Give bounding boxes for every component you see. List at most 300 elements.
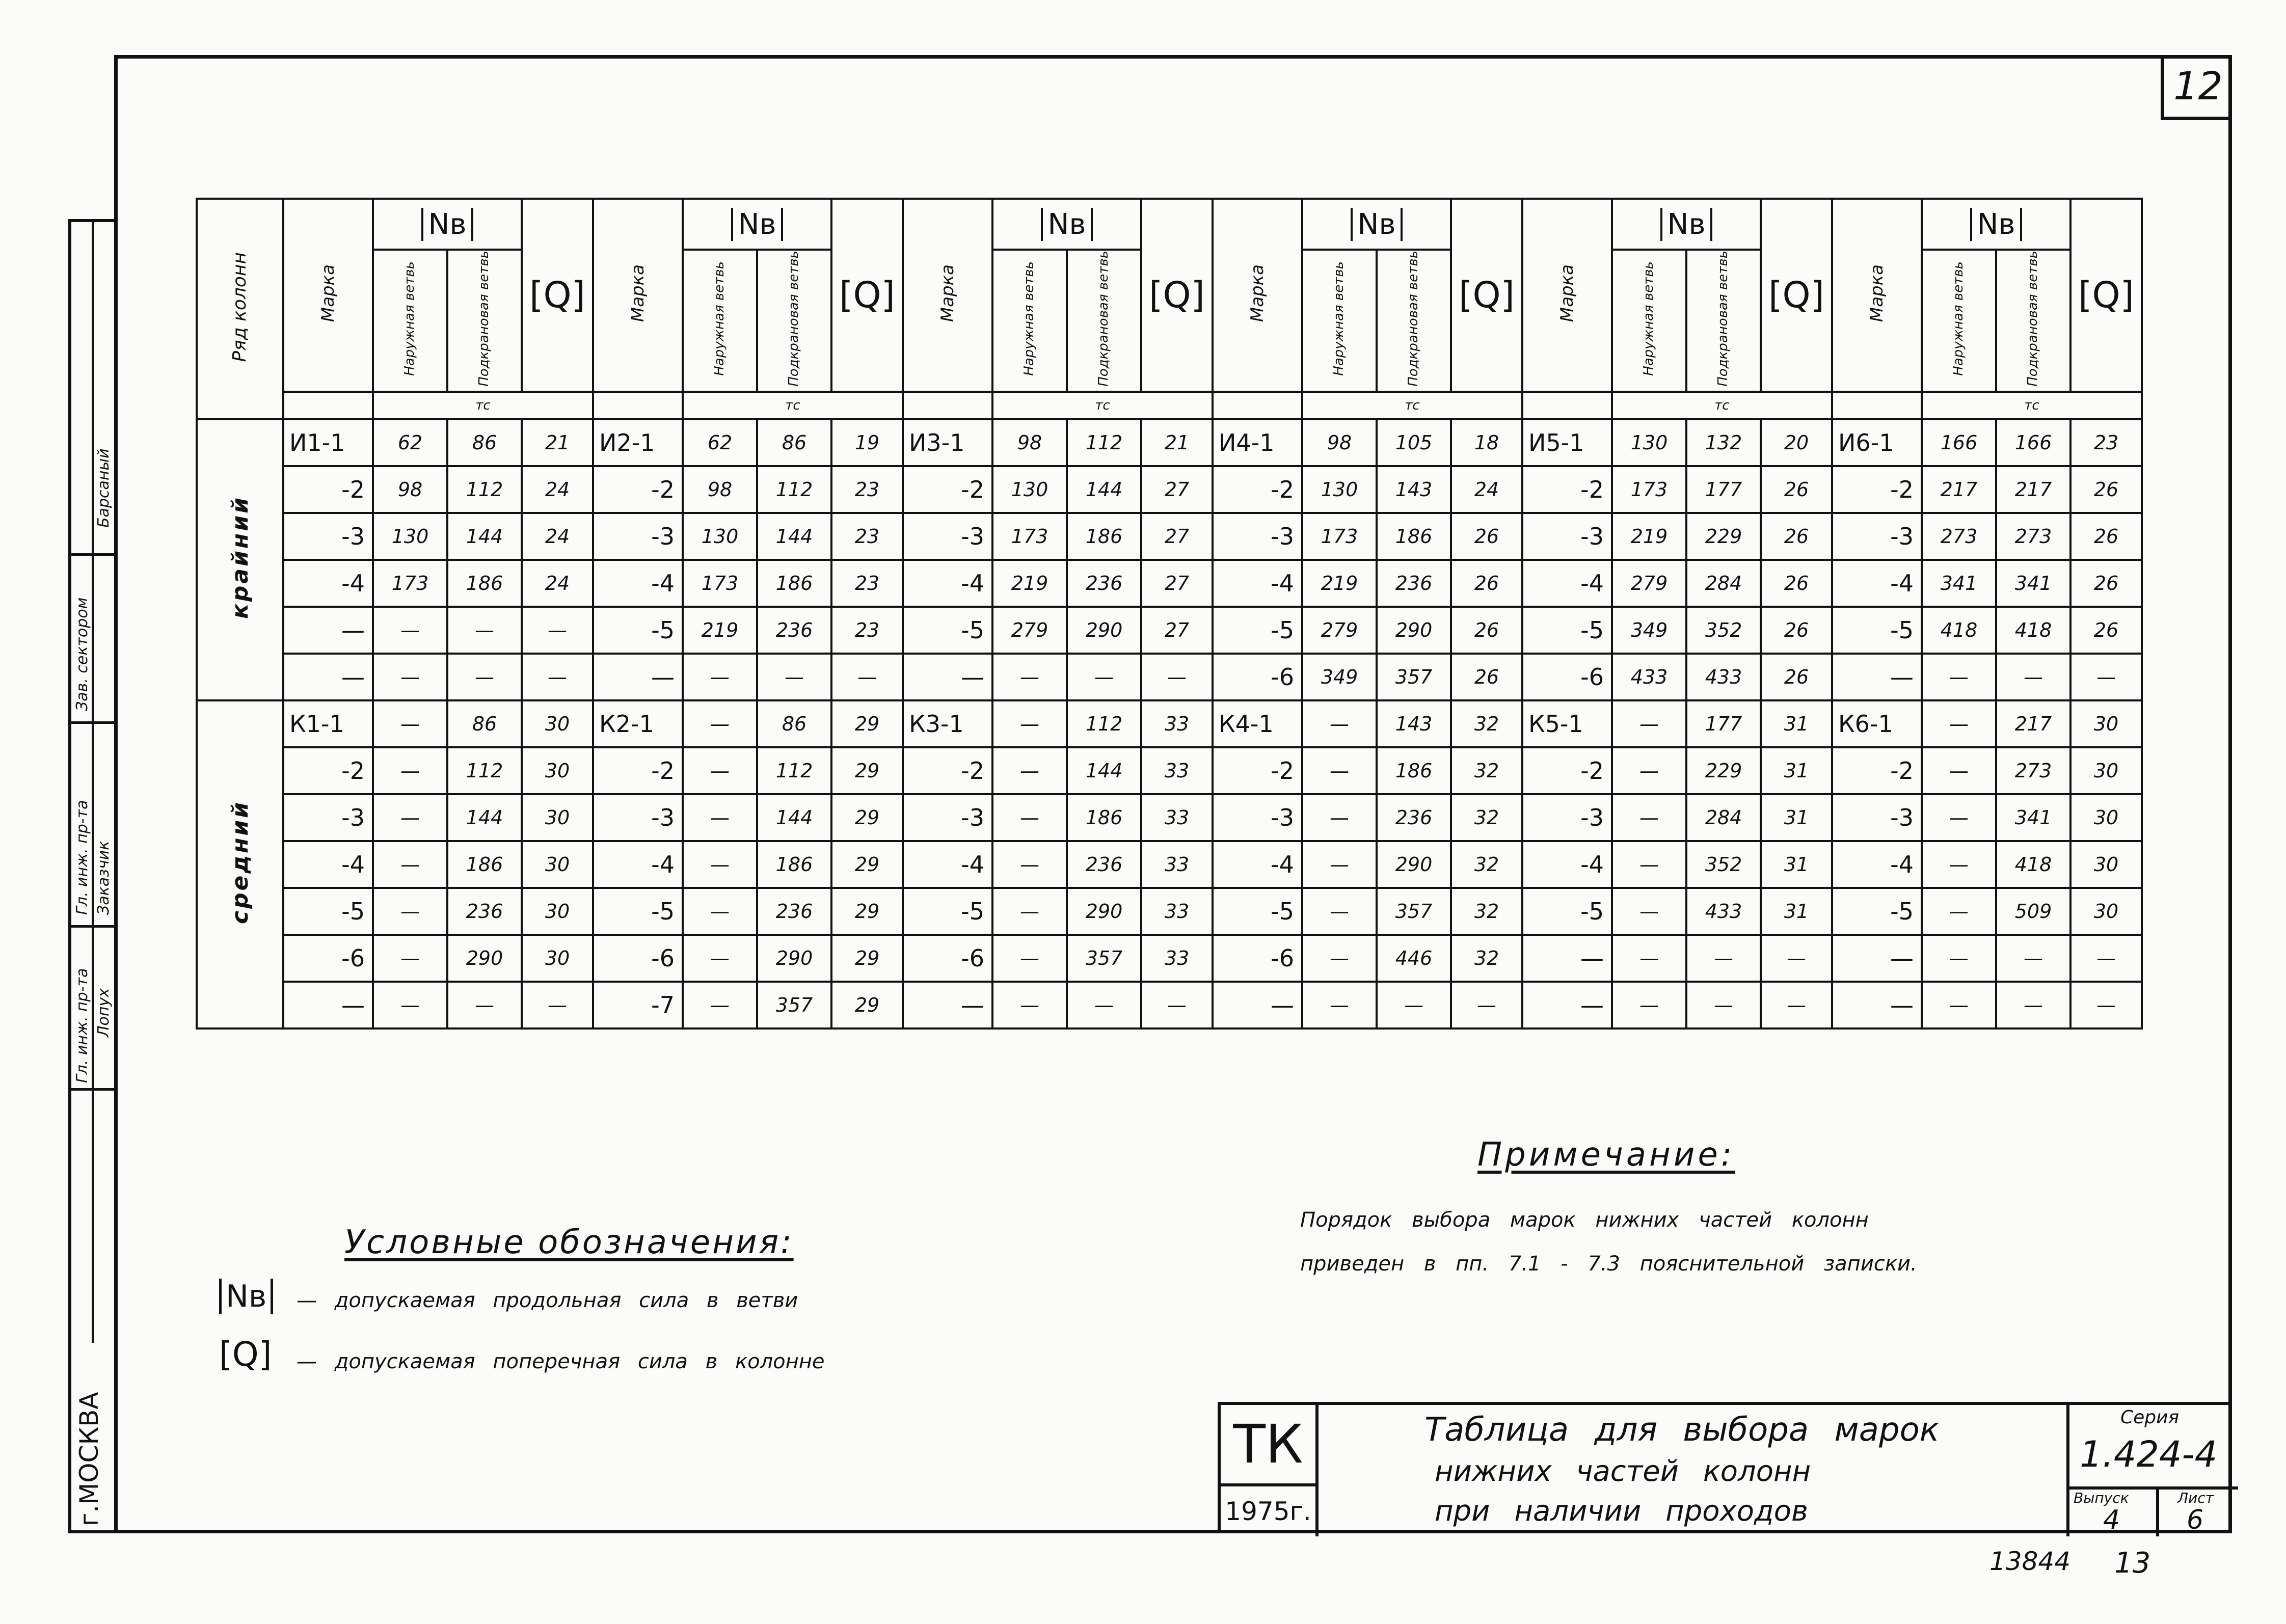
- value-cell: 130: [683, 513, 757, 560]
- sheet-number-box: [2161, 55, 2232, 120]
- value-cell: 23: [831, 560, 903, 607]
- value-cell: 26: [1761, 654, 1832, 700]
- value-cell: —: [1141, 982, 1213, 1028]
- header-mark: Марка: [1832, 199, 1922, 392]
- mark-cell: -5: [1213, 888, 1302, 935]
- header-outer-branch: Наружная ветвь: [1922, 250, 1996, 392]
- mark-cell: -6: [1522, 654, 1612, 700]
- mark-cell: -4: [1832, 560, 1922, 607]
- mark-cell: К5-1: [1522, 700, 1612, 747]
- side-strip: [68, 219, 115, 1533]
- mark-cell: -4: [903, 841, 992, 888]
- value-cell: 284: [1686, 560, 1761, 607]
- value-cell: 86: [447, 419, 522, 466]
- value-cell: 26: [2070, 607, 2142, 654]
- value-cell: 32: [1451, 794, 1522, 841]
- header-unit: тс: [373, 392, 593, 419]
- mark-cell: К2-1: [593, 700, 683, 747]
- value-cell: 24: [522, 560, 593, 607]
- legend-text-n: — допускаемая продольная сила в ветви: [297, 1289, 798, 1312]
- header-unit-spacer: [283, 392, 373, 419]
- value-cell: 112: [447, 466, 522, 513]
- value-cell: 24: [1451, 466, 1522, 513]
- note-title: Примечание:: [1477, 1136, 1735, 1174]
- value-cell: —: [373, 747, 447, 794]
- mark-cell: -4: [283, 560, 373, 607]
- header-crane-branch: Подкрановая ветвь: [1686, 250, 1761, 392]
- value-cell: 29: [831, 747, 903, 794]
- header-unit: тс: [1302, 392, 1522, 419]
- mark-cell: -4: [1522, 560, 1612, 607]
- mark-cell: И4-1: [1213, 419, 1302, 466]
- value-cell: 177: [1686, 466, 1761, 513]
- mark-cell: -5: [593, 888, 683, 935]
- value-cell: 86: [447, 700, 522, 747]
- header-outer-branch: Наружная ветвь: [683, 250, 757, 392]
- value-cell: 219: [1302, 560, 1377, 607]
- legend-text-q: — допускаемая поперечная сила в колонне: [297, 1350, 825, 1373]
- title-line-2: нижних частей колонн: [1435, 1455, 1811, 1488]
- value-cell: —: [1922, 654, 1996, 700]
- header-n: Nв: [373, 199, 522, 250]
- value-cell: 144: [1067, 466, 1141, 513]
- value-cell: 433: [1686, 654, 1761, 700]
- value-cell: —: [1067, 982, 1141, 1028]
- mark-cell: -2: [1832, 466, 1922, 513]
- header-crane-branch: Подкрановая ветвь: [757, 250, 831, 392]
- value-cell: 236: [1067, 841, 1141, 888]
- value-cell: —: [1922, 935, 1996, 982]
- header-q: [Q]: [1141, 199, 1213, 392]
- mark-cell: -4: [283, 841, 373, 888]
- legend-symbol-q: [Q]: [219, 1335, 272, 1374]
- mark-cell: -2: [1522, 466, 1612, 513]
- legend-symbol-n: Nв: [219, 1279, 273, 1314]
- value-cell: 26: [2070, 560, 2142, 607]
- value-cell: 31: [1761, 794, 1832, 841]
- value-cell: —: [2070, 654, 2142, 700]
- value-cell: —: [522, 982, 593, 1028]
- value-cell: 166: [1996, 419, 2070, 466]
- header-unit: тс: [992, 392, 1213, 419]
- value-cell: 349: [1612, 607, 1686, 654]
- value-cell: 290: [447, 935, 522, 982]
- value-cell: —: [683, 700, 757, 747]
- header-outer-branch: Наружная ветвь: [1302, 250, 1377, 392]
- value-cell: 112: [1067, 700, 1141, 747]
- value-cell: 33: [1141, 700, 1213, 747]
- mark-cell: -2: [903, 747, 992, 794]
- value-cell: 23: [2070, 419, 2142, 466]
- mark-cell: -4: [1213, 841, 1302, 888]
- value-cell: —: [1302, 935, 1377, 982]
- value-cell: 357: [1377, 888, 1451, 935]
- mark-cell: -4: [903, 560, 992, 607]
- table-row: [197, 747, 2142, 794]
- mark-cell: —: [1832, 982, 1922, 1028]
- value-cell: 284: [1686, 794, 1761, 841]
- table-row: [197, 466, 2142, 513]
- table-body: [197, 419, 2142, 1028]
- value-cell: —: [1302, 700, 1377, 747]
- header-q: [Q]: [831, 199, 903, 392]
- value-cell: 144: [447, 794, 522, 841]
- value-cell: —: [1686, 982, 1761, 1028]
- header-crane-branch: Подкрановая ветвь: [1996, 250, 2070, 392]
- mark-cell: —: [1213, 982, 1302, 1028]
- value-cell: 29: [831, 794, 903, 841]
- table-row: [197, 841, 2142, 888]
- value-cell: —: [522, 607, 593, 654]
- value-cell: —: [1922, 700, 1996, 747]
- table-row: [197, 560, 2142, 607]
- header-n: Nв: [1922, 199, 2070, 250]
- value-cell: 279: [992, 607, 1067, 654]
- value-cell: —: [992, 982, 1067, 1028]
- strip-label-5: Гл. инж. пр-та: [73, 800, 91, 915]
- value-cell: 279: [1612, 560, 1686, 607]
- value-cell: 173: [683, 560, 757, 607]
- value-cell: 279: [1302, 607, 1377, 654]
- value-cell: 112: [447, 747, 522, 794]
- value-cell: 62: [683, 419, 757, 466]
- value-cell: 29: [831, 841, 903, 888]
- value-cell: —: [683, 888, 757, 935]
- value-cell: 98: [373, 466, 447, 513]
- value-cell: 130: [1302, 466, 1377, 513]
- value-cell: 446: [1377, 935, 1451, 982]
- value-cell: 186: [757, 841, 831, 888]
- row-group-label: средний: [197, 700, 283, 1028]
- value-cell: 32: [1451, 700, 1522, 747]
- value-cell: —: [992, 794, 1067, 841]
- value-cell: —: [683, 935, 757, 982]
- value-cell: 33: [1141, 747, 1213, 794]
- value-cell: 186: [447, 841, 522, 888]
- series-value: 1.424-4: [2080, 1433, 2218, 1475]
- value-cell: —: [992, 841, 1067, 888]
- value-cell: 33: [1141, 794, 1213, 841]
- value-cell: 26: [1451, 560, 1522, 607]
- value-cell: 219: [992, 560, 1067, 607]
- value-cell: 236: [1067, 560, 1141, 607]
- value-cell: 30: [522, 747, 593, 794]
- header-mark: Марка: [593, 199, 683, 392]
- header-outer-branch: Наружная ветвь: [373, 250, 447, 392]
- value-cell: 26: [1451, 607, 1522, 654]
- header-mark: Марка: [903, 199, 992, 392]
- value-cell: 29: [831, 888, 903, 935]
- mark-cell: И1-1: [283, 419, 373, 466]
- value-cell: —: [683, 794, 757, 841]
- column-selection-table: [196, 198, 2143, 1030]
- mark-cell: -7: [593, 982, 683, 1028]
- value-cell: 29: [831, 700, 903, 747]
- issue-value: 4: [2103, 1505, 2120, 1535]
- value-cell: 27: [1141, 560, 1213, 607]
- value-cell: 236: [757, 888, 831, 935]
- table-row: [197, 513, 2142, 560]
- value-cell: —: [373, 982, 447, 1028]
- value-cell: —: [1612, 841, 1686, 888]
- value-cell: —: [1377, 982, 1451, 1028]
- title-line-1: Таблица для выбора марок: [1424, 1411, 1940, 1449]
- value-cell: —: [992, 888, 1067, 935]
- value-cell: 290: [1067, 888, 1141, 935]
- value-cell: 32: [1451, 747, 1522, 794]
- header-crane-branch: Подкрановая ветвь: [1067, 250, 1141, 392]
- value-cell: 112: [1067, 419, 1141, 466]
- mark-cell: -2: [283, 747, 373, 794]
- sheet-value: 6: [2187, 1505, 2204, 1535]
- value-cell: —: [1922, 747, 1996, 794]
- value-cell: 433: [1686, 888, 1761, 935]
- value-cell: 31: [1761, 841, 1832, 888]
- value-cell: 236: [1377, 794, 1451, 841]
- value-cell: —: [1302, 841, 1377, 888]
- mark-cell: -5: [1832, 888, 1922, 935]
- value-cell: 177: [1686, 700, 1761, 747]
- issue-label: Выпуск: [2074, 1490, 2129, 1506]
- value-cell: 30: [2070, 747, 2142, 794]
- value-cell: 273: [1922, 513, 1996, 560]
- value-cell: 357: [1377, 654, 1451, 700]
- value-cell: —: [1302, 888, 1377, 935]
- header-mark: Марка: [283, 199, 373, 392]
- mark-cell: -3: [1522, 794, 1612, 841]
- value-cell: 418: [1922, 607, 1996, 654]
- strip-label-4: Барсаный: [95, 448, 113, 528]
- strip-label-1: Гл. инж. пр-та: [73, 968, 91, 1083]
- value-cell: 219: [683, 607, 757, 654]
- table-row: [197, 654, 2142, 700]
- archive-page: 13: [2114, 1547, 2151, 1580]
- mark-cell: -4: [1522, 841, 1612, 888]
- note-line-2: приведен в пп. 7.1 - 7.3 пояснительной записки.: [1300, 1252, 1917, 1276]
- table-row: [197, 607, 2142, 654]
- value-cell: 86: [757, 419, 831, 466]
- mark-cell: -2: [283, 466, 373, 513]
- value-cell: —: [992, 747, 1067, 794]
- mark-cell: -3: [283, 794, 373, 841]
- value-cell: 26: [1761, 607, 1832, 654]
- value-cell: 173: [992, 513, 1067, 560]
- title-block-year: 1975г.: [1221, 1486, 1319, 1536]
- value-cell: 219: [1612, 513, 1686, 560]
- value-cell: 509: [1996, 888, 2070, 935]
- header-n: Nв: [1302, 199, 1451, 250]
- value-cell: 229: [1686, 513, 1761, 560]
- value-cell: 273: [1996, 513, 2070, 560]
- value-cell: 33: [1141, 841, 1213, 888]
- value-cell: 173: [1612, 466, 1686, 513]
- value-cell: 30: [522, 794, 593, 841]
- mark-cell: И2-1: [593, 419, 683, 466]
- sheet-label: Лист: [2177, 1490, 2214, 1506]
- value-cell: —: [373, 607, 447, 654]
- value-cell: 273: [1996, 747, 2070, 794]
- mark-cell: -5: [283, 888, 373, 935]
- value-cell: 186: [1067, 794, 1141, 841]
- mark-cell: -5: [1213, 607, 1302, 654]
- value-cell: 20: [1761, 419, 1832, 466]
- value-cell: 98: [683, 466, 757, 513]
- value-cell: 433: [1612, 654, 1686, 700]
- mark-cell: К1-1: [283, 700, 373, 747]
- mark-cell: -3: [1832, 513, 1922, 560]
- title-block: [1218, 1402, 2232, 1533]
- value-cell: 186: [1377, 747, 1451, 794]
- header-mark: Марка: [1213, 199, 1302, 392]
- value-cell: 21: [522, 419, 593, 466]
- value-cell: 105: [1377, 419, 1451, 466]
- table-row: [197, 982, 2142, 1028]
- mark-cell: —: [1522, 982, 1612, 1028]
- value-cell: 217: [1996, 700, 2070, 747]
- mark-cell: -5: [1522, 888, 1612, 935]
- value-cell: —: [1612, 935, 1686, 982]
- value-cell: 33: [1141, 935, 1213, 982]
- value-cell: 30: [522, 841, 593, 888]
- mark-cell: -5: [593, 607, 683, 654]
- value-cell: 144: [757, 513, 831, 560]
- value-cell: 418: [1996, 607, 2070, 654]
- value-cell: 173: [373, 560, 447, 607]
- mark-cell: -3: [593, 794, 683, 841]
- legend-title: Условные обозначения:: [344, 1224, 794, 1261]
- row-group-label: крайний: [197, 419, 283, 700]
- value-cell: 86: [757, 700, 831, 747]
- mark-cell: -2: [1522, 747, 1612, 794]
- value-cell: —: [683, 747, 757, 794]
- value-cell: —: [1141, 654, 1213, 700]
- value-cell: 217: [1922, 466, 1996, 513]
- header-n: Nв: [992, 199, 1141, 250]
- value-cell: 29: [831, 935, 903, 982]
- header-mark: Марка: [1522, 199, 1612, 392]
- value-cell: 32: [1451, 841, 1522, 888]
- value-cell: 144: [757, 794, 831, 841]
- mark-cell: —: [903, 982, 992, 1028]
- value-cell: —: [1612, 982, 1686, 1028]
- value-cell: —: [1996, 935, 2070, 982]
- value-cell: 24: [522, 513, 593, 560]
- value-cell: 33: [1141, 888, 1213, 935]
- mark-cell: -3: [1832, 794, 1922, 841]
- value-cell: —: [1302, 982, 1377, 1028]
- mark-cell: К6-1: [1832, 700, 1922, 747]
- mark-cell: -6: [903, 935, 992, 982]
- mark-cell: -3: [1213, 794, 1302, 841]
- header-row-group: Ряд колонн: [197, 199, 283, 419]
- header-q: [Q]: [2070, 199, 2142, 392]
- value-cell: 217: [1996, 466, 2070, 513]
- value-cell: —: [373, 700, 447, 747]
- mark-cell: -3: [903, 794, 992, 841]
- table-row: [197, 935, 2142, 982]
- sheet-number: 12: [2173, 63, 2223, 109]
- mark-cell: -5: [903, 888, 992, 935]
- value-cell: 24: [522, 466, 593, 513]
- value-cell: —: [1996, 654, 2070, 700]
- mark-cell: -6: [1213, 935, 1302, 982]
- mark-cell: И5-1: [1522, 419, 1612, 466]
- value-cell: 30: [2070, 841, 2142, 888]
- value-cell: 186: [447, 560, 522, 607]
- value-cell: 30: [2070, 794, 2142, 841]
- value-cell: 130: [1612, 419, 1686, 466]
- value-cell: 23: [831, 513, 903, 560]
- value-cell: —: [447, 654, 522, 700]
- header-q: [Q]: [522, 199, 593, 392]
- value-cell: 112: [757, 466, 831, 513]
- value-cell: 31: [1761, 747, 1832, 794]
- value-cell: 341: [1996, 560, 2070, 607]
- mark-cell: -2: [593, 466, 683, 513]
- note-line-1: Порядок выбора марок нижних частей колонн: [1300, 1208, 1869, 1232]
- mark-cell: —: [283, 982, 373, 1028]
- value-cell: —: [447, 607, 522, 654]
- mark-cell: -4: [1213, 560, 1302, 607]
- value-cell: 31: [1761, 888, 1832, 935]
- value-cell: 341: [1922, 560, 1996, 607]
- table-row: [197, 700, 2142, 747]
- header-unit: тс: [1922, 392, 2142, 419]
- header-unit-spacer: [1522, 392, 1612, 419]
- mark-cell: -2: [593, 747, 683, 794]
- value-cell: —: [522, 654, 593, 700]
- value-cell: 30: [522, 888, 593, 935]
- value-cell: 31: [1761, 700, 1832, 747]
- value-cell: —: [1686, 935, 1761, 982]
- value-cell: 18: [1451, 419, 1522, 466]
- value-cell: —: [1761, 935, 1832, 982]
- value-cell: 357: [757, 982, 831, 1028]
- value-cell: —: [373, 888, 447, 935]
- value-cell: 21: [1141, 419, 1213, 466]
- value-cell: 144: [447, 513, 522, 560]
- value-cell: 26: [1761, 466, 1832, 513]
- value-cell: 30: [2070, 888, 2142, 935]
- value-cell: 290: [757, 935, 831, 982]
- mark-cell: —: [593, 654, 683, 700]
- value-cell: 352: [1686, 841, 1761, 888]
- value-cell: —: [2070, 935, 2142, 982]
- value-cell: 19: [831, 419, 903, 466]
- value-cell: —: [447, 982, 522, 1028]
- header-unit-spacer: [593, 392, 683, 419]
- value-cell: —: [1612, 747, 1686, 794]
- header-unit: тс: [1612, 392, 1832, 419]
- value-cell: 357: [1067, 935, 1141, 982]
- value-cell: 27: [1141, 513, 1213, 560]
- value-cell: 290: [1067, 607, 1141, 654]
- value-cell: 30: [522, 935, 593, 982]
- value-cell: —: [1922, 794, 1996, 841]
- value-cell: —: [1302, 747, 1377, 794]
- value-cell: 166: [1922, 419, 1996, 466]
- mark-cell: -2: [1213, 466, 1302, 513]
- value-cell: 26: [1451, 513, 1522, 560]
- mark-cell: -6: [593, 935, 683, 982]
- mark-cell: -3: [1213, 513, 1302, 560]
- mark-cell: И3-1: [903, 419, 992, 466]
- value-cell: 30: [522, 700, 593, 747]
- mark-cell: -4: [1832, 841, 1922, 888]
- value-cell: —: [1302, 794, 1377, 841]
- value-cell: 23: [831, 607, 903, 654]
- value-cell: 341: [1996, 794, 2070, 841]
